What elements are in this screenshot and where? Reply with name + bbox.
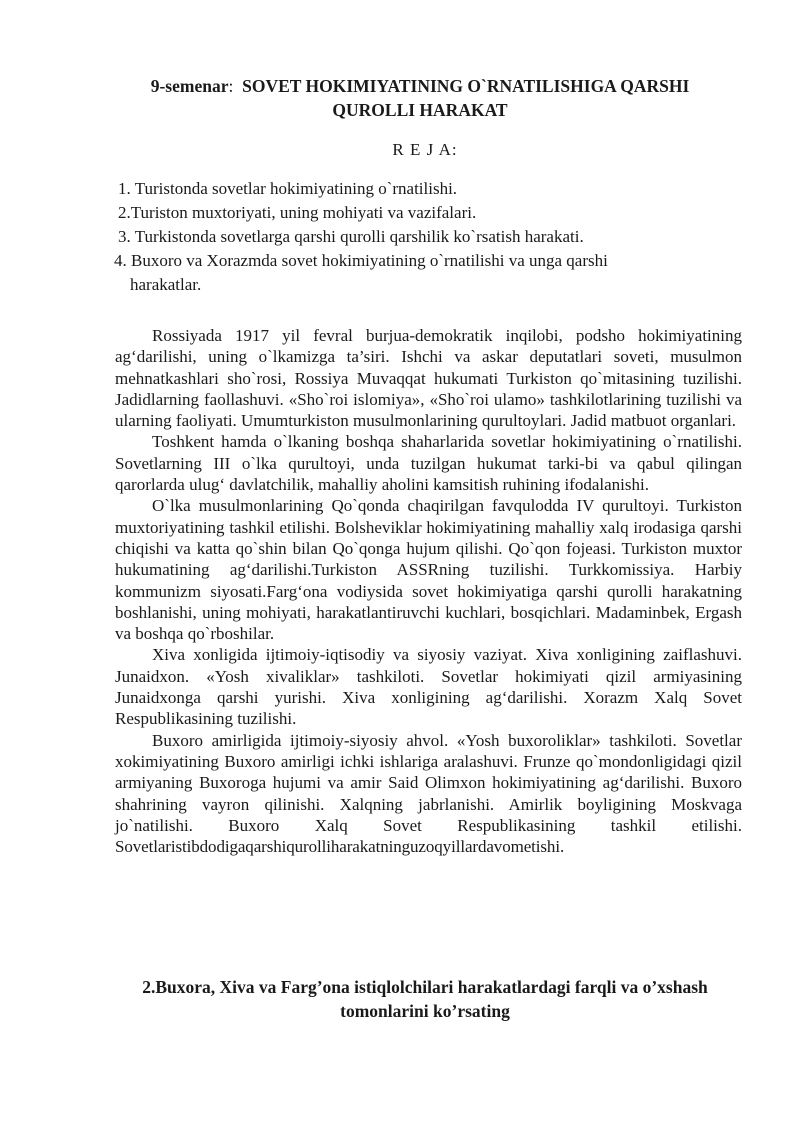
paragraph-final-line: Sovetlaristibdodigaqarshiqurolliharakatninguzoqyillardavometishi. — [115, 837, 565, 857]
body-text — [115, 325, 742, 857]
title-separator: : — [228, 76, 234, 96]
plan-item-2: 2.Turiston muxtoriyati, uning mohiyati va vazifalari. — [118, 203, 477, 222]
seminar-title-line1 — [100, 74, 740, 98]
title-line1-text: SOVET HOKIMIYATINING O`RNATILISHIGA QARSHI — [242, 76, 690, 96]
plan-list — [114, 177, 608, 297]
question-line1: 2.Buxora, Xiva va Farg’ona istiqlolchilari harakatlardagi farqli va o’xshash — [142, 977, 708, 997]
plan-item-4: 4. Buxoro va Xorazmda sovet hokimiyatining o`rnatilishi va unga qarshi — [114, 251, 608, 270]
seminar-number: 9-semenar — [150, 76, 229, 96]
paragraph-3: O`lka musulmonlarining Qo`qonda chaqirilgan favqulodda IV qurultoyi. Turkiston muxtoriyatining tashkil etilishi. Bolsheviklar hokimiyatining mahalliy xalq irodasiga qarshi chiqishi va katta qo`shin bilan Qo`qonga hujum qilishi. Qo`qon fojeasi. Turkiston muxtor hukumatining ag‘darilishi.Turkiston ASSRning tuzilishi. Turkkomissiya. Harbiy kommunizm siyosati.Farg‘ona vodiysida sovet hokimiyatiga qarshi qurolli harakatning boshlanishi, uning mohiyati, harakatlantiruvchi kuchlari, bosqichlari. Madaminbek, Ergash va boshqa qo`rboshilar. — [115, 496, 742, 644]
seminar-title-line2: QUROLLI HARAKAT — [332, 100, 508, 120]
paragraph-4: Xiva xonligida ijtimoiy-iqtisodiy va siyosiy vaziyat. Xiva xonligining zaiflashuvi. Junaidxon. «Yosh xivaliklar» tashkiloti. Sovetlar hokimiyati qizil armiyasining Junaidxonga qarshi yurishi. Xiva xonligining ag‘darilishi. Xorazm Xalq Sovet Respublikasining tuzilishi. — [115, 645, 742, 729]
question-line2: tomonlarini ko’rsating — [340, 1001, 510, 1021]
plan-item-4-continued: harakatlar. — [130, 275, 202, 294]
paragraph-5: Buxoro amirligida ijtimoiy-siyosiy ahvol. «Yosh buxoroliklar» tashkiloti. Sovetlar xokimiyatining Buxoro amirligi ichki ishlariga aralashuvi. Frunze qo`mondonligidagi qizil armiyaning Buxoroga hujumi va amir Said Olimxon hokimiyatining ag‘darilishi. Buxoro shahrining vayron qilinishi. Xalqning jabrlanishi. Amirlik boyligining Moskvaga jo`natilishi. Buxoro Xalq Sovet Respublikasining tashkil etilishi. — [115, 730, 742, 835]
seminar-title — [100, 74, 740, 122]
plan-heading: R E J A: — [392, 140, 458, 159]
plan-item-3: 3. Turkistonda sovetlarga qarshi qurolli qarshilik ko`rsatish harakati. — [118, 227, 584, 246]
paragraph-2: Toshkent hamda o`lkaning boshqa shaharlarida sovetlar hokimiyatining o`rnatilishi. Sovetlarning III o`lka qurultoyi, unda tuzilgan hukumat tarki-bi va qabul qilingan qarorlarda ulug‘ davlatchilik, mahalliy aholini kamsitish ruhining ifodalanishi. — [115, 432, 742, 495]
plan-item-1: 1. Turistonda sovetlar hokimiyatining o`rnatilishi. — [118, 179, 458, 198]
paragraph-1: Rossiyada 1917 yil fevral burjua-demokratik inqilobi, podsho hokimiyatining ag‘darilishi, uning o`lkamizga ta’siri. Ishchi va askar deputatlari soveti, musulmon mehnatkashlari sho`rosi, Rossiya Muvaqqat hukumati Turkiston qo`mitasining tuzilishi. Jadidlarning faollashuvi. «Sho`roi islomiya», «Sho`roi ulamo» tashkilotlarining tuzilishi va ularning faoliyati. Umumturkiston musulmonlarining qurultoylari. Jadid matbuot organlari. — [115, 326, 742, 431]
question-heading — [100, 975, 750, 1023]
